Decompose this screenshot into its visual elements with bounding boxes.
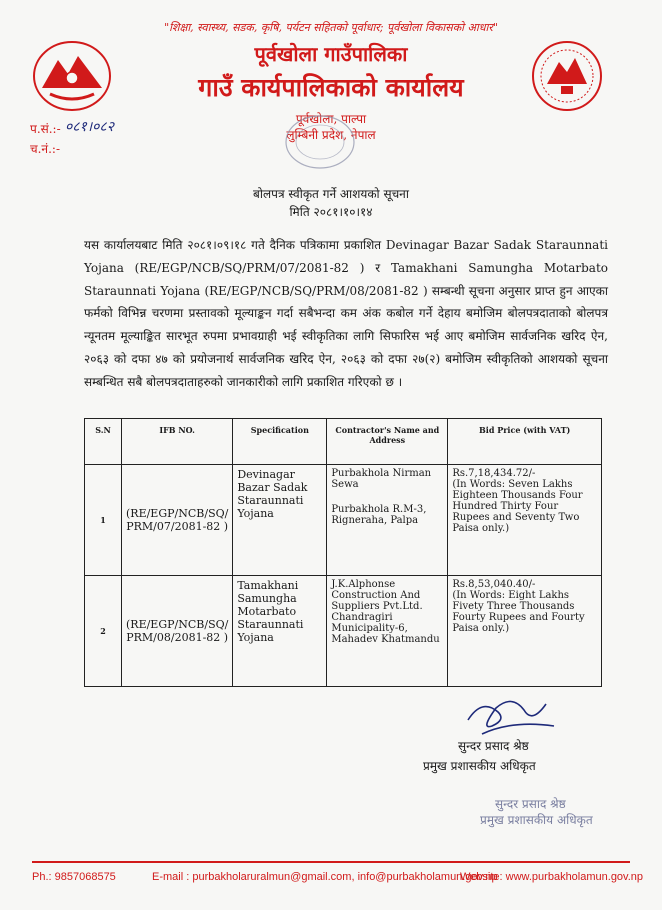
row-spec: Tamakhani Samungha Motarbato Staraunnati Yojana [233, 576, 327, 687]
col-contractor: Contractor's Name and Address [327, 419, 448, 465]
price-words: (In Words: Seven Lakhs Eighteen Thousands Four Hundred Thirty Four Rupees and Seventy Two Paisa only.) [452, 479, 583, 534]
office-stamp-icon [280, 112, 360, 172]
price-words: (In Words: Eight Lakhs Fivety Three Thousands Fourty Rupees and Fourty Paisa only.) [452, 590, 585, 634]
col-sn: S.N [85, 419, 122, 465]
signature-icon [462, 690, 562, 740]
col-price: Bid Price (with VAT) [448, 419, 602, 465]
signatory-title: प्रमुख प्रशासकीय अधिकृत [423, 759, 536, 773]
contractor-name: Purbakhola Nirman Sewa [331, 468, 432, 490]
row-contractor [327, 576, 448, 687]
table-row [85, 576, 602, 687]
col-ifb: IFB NO. [122, 419, 233, 465]
notice-title: बोलपत्र स्वीकृत गर्ने आशयको सूचना [253, 187, 409, 201]
address-line2: लुम्बिनी प्रदेश, नेपाल [286, 128, 376, 142]
notice-body: यस कार्यालयबाट मिति २०८१।०९।१८ गते दैनिक पत्रिकामा प्रकाशित Devinagar Bazar Sadak Staraunnati Yojana (RE/EGP/NCB/SQ/PRM/07/2081-82 ) र Tamakhani Samungha Motarbato Staraunnati Yojana (RE/EGP/NCB/SQ/PRM/08/2081-82 ) सम्बन्धी सूचना अनुसार प्राप्त हुन आएका फर्मको विभिन्न चरणमा प्रस्तावको मूल्याङ्कन गर्दा सबैभन्दा कम अंक कबोल गर्ने देहाय बमोजिम बोलपत्रदाताको बोलपत्र न्यूनतम मूल्याङ्कित सारभूत रुपमा प्रभावग्राही भई स्वीकृतिका लागि सिफारिस भई आए बमोजिम सार्वजनिक खरिद ऐन, २०६३ को दफा ४७ को प्रयोजनार्थ सार्वजनिक खरिद ऐन, २०६३ को दफा २७(२) बमोजिम स्वीकृतिको आशयको सूचना सम्बन्धित सबै बोलपत्रदाताहरुको जानकारीको लागि प्रकाशित गरिएको छ । [84, 238, 608, 389]
office-name: गाउँ कार्यपालिकाको कार्यालय [198, 73, 464, 102]
footer-phone: Ph.: 9857068575 [32, 871, 116, 883]
notice-date: मिति २०८१।१०।१४ [289, 205, 373, 219]
org-name: पूर्वखोला गाउँपालिका [254, 42, 408, 66]
footer-divider [32, 861, 630, 863]
row-ifb: (RE/EGP/NCB/SQ/ PRM/08/2081-82 ) [122, 576, 233, 687]
price-figure: Rs.7,18,434.72/- [452, 468, 536, 479]
row-price [448, 576, 602, 687]
stamp-title: प्रमुख प्रशासकीय अधिकृत [480, 813, 593, 827]
row-sn: 1 [85, 465, 122, 576]
address-line1: पूर्वखोला, पाल्पा [295, 112, 367, 126]
bid-table [84, 418, 602, 687]
price-figure: Rs.8,53,040.40/- [452, 579, 536, 590]
table-header-row [85, 419, 602, 465]
footer-website[interactable]: Website: www.purbakholamun.gov.np [460, 871, 644, 883]
footer-email[interactable]: E-mail : purbakholaruralmun@gmail.com, info@purbakholamun.gov.np [152, 871, 498, 883]
table-row [85, 465, 602, 576]
row-price [448, 465, 602, 576]
cn-label: च.नं.:- [30, 142, 61, 156]
contractor-address: Purbakhola R.M-3, Rigneraha, Palpa [331, 504, 427, 526]
header-motto: "शिक्षा, स्वास्थ्य, सडक, कृषि, पर्यटन सहितको पूर्वाधार; पूर्वखोला विकासको आधार" [164, 21, 498, 34]
contractor-name: J.K.Alphonse Construction And Suppliers Pvt.Ltd. Chandragiri Municipality-6, Mahadev Khatmandu [331, 579, 440, 645]
signatory-name: सुन्दर प्रसाद श्रेष्ठ [458, 739, 529, 753]
col-spec: Specification [233, 419, 327, 465]
ps-label: प.सं.:- [30, 122, 61, 136]
row-contractor [327, 465, 448, 576]
ps-value: ०८१।०८२ [65, 119, 114, 135]
row-ifb: (RE/EGP/NCB/SQ/ PRM/07/2081-82 ) [122, 465, 233, 576]
row-spec: Devinagar Bazar Sadak Staraunnati Yojana [233, 465, 327, 576]
stamp-name: सुन्दर प्रसाद श्रेष्ठ [495, 797, 566, 811]
row-sn: 2 [85, 576, 122, 687]
